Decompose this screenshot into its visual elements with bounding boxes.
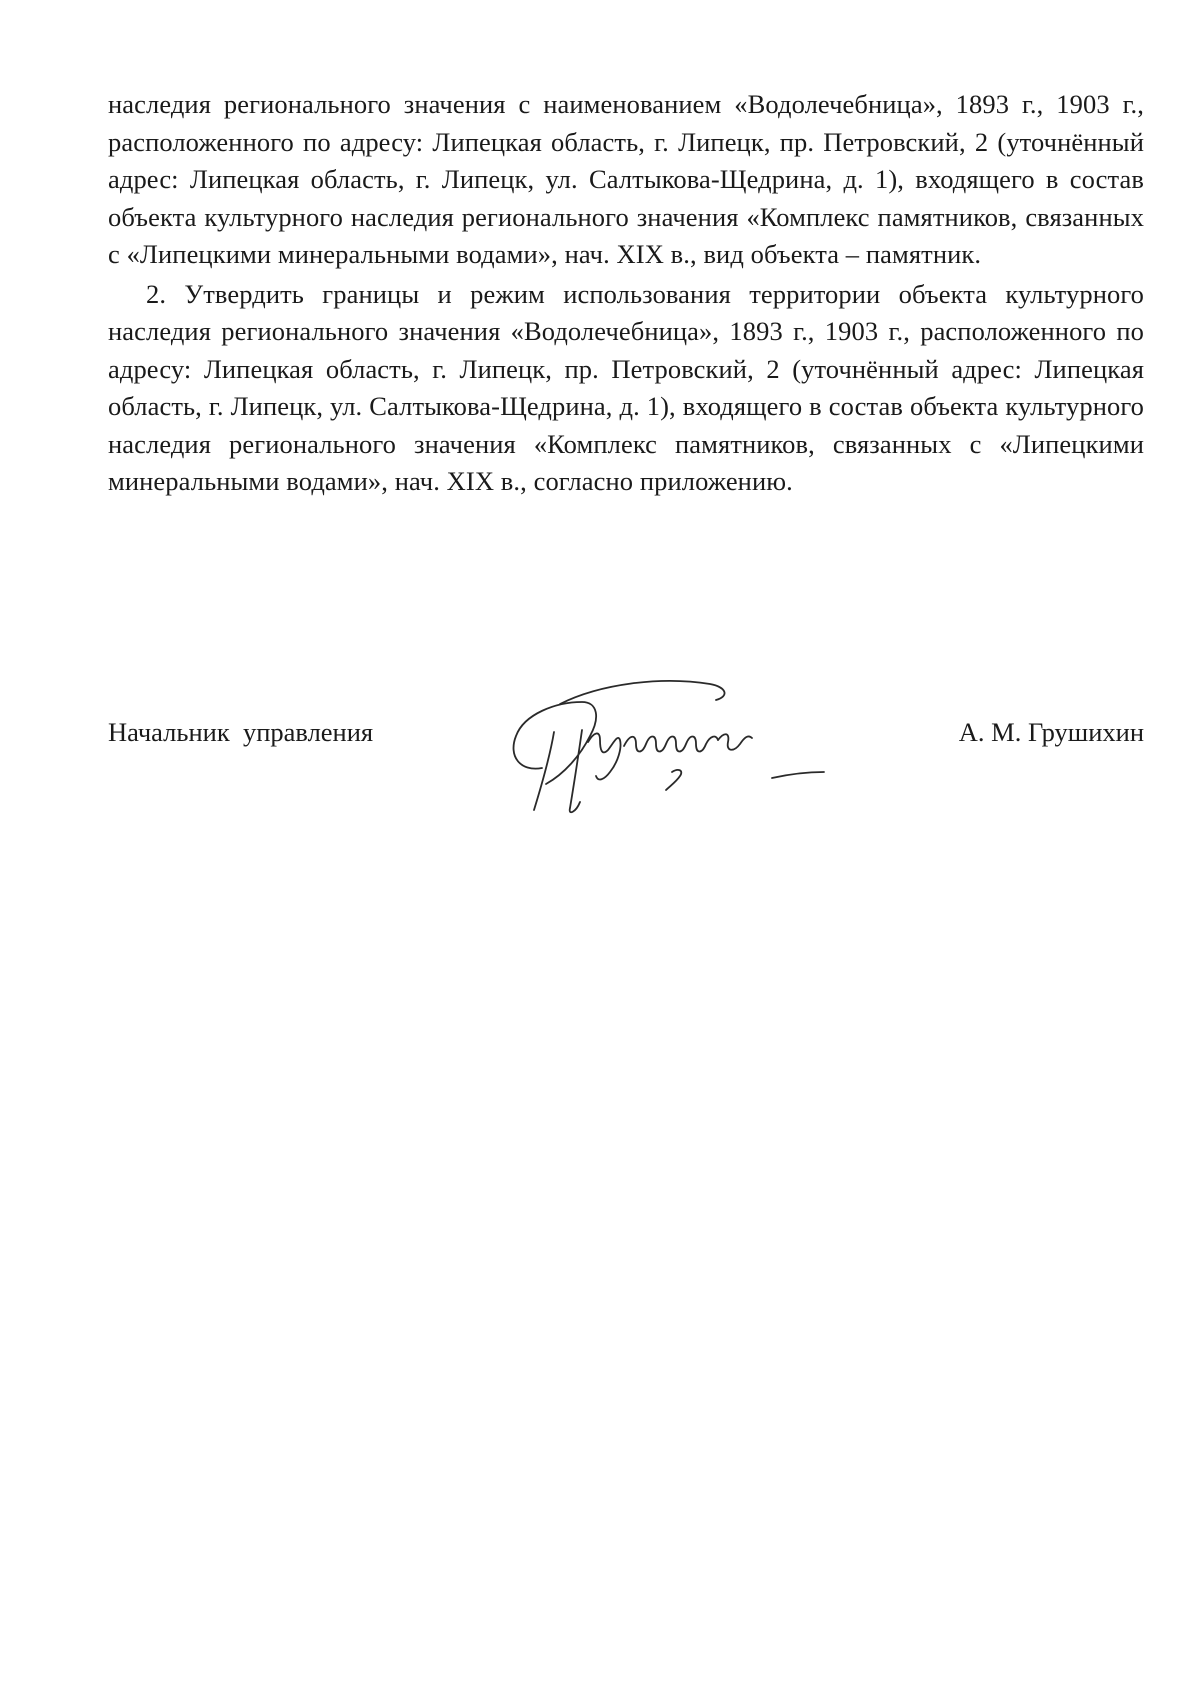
document-body: [108, 86, 1144, 501]
signatory-name: А. М. Грушихин: [958, 717, 1144, 747]
signature-block: [108, 660, 1144, 820]
signatory-position: Начальник управления: [108, 717, 374, 747]
handwritten-signature: [490, 660, 970, 820]
signature-drawing: [490, 660, 970, 820]
paragraph-1: наследия регионального значения с наименованием «Водолечебница», 1893 г., 1903 г., расположенного по адресу: Липецкая область, г. Липецк, пр. Петровский, 2 (уточнённый адрес: Липецкая область, г. Липецк, ул. Салтыкова-Щедрина, д. 1), входящего в состав объекта культурного наследия регионального значения «Комплекс памятников, связанных с «Липецкими минеральными водами», нач. XIX в., вид объекта – памятник.: [108, 89, 1144, 269]
paragraph-2: 2. Утвердить границы и режим использования территории объекта культурного наследия регионального значения «Водолечебница», 1893 г., 1903 г., расположенного по адресу: Липецкая область, г. Липецк, пр. Петровский, 2 (уточнённый адрес: Липецкая область, г. Липецк, ул. Салтыкова-Щедрина, д. 1), входящего в состав объекта культурного наследия регионального значения «Комплекс памятников, связанных с «Липецкими минеральными водами», нач. XIX в., согласно приложению.: [108, 278, 1144, 496]
